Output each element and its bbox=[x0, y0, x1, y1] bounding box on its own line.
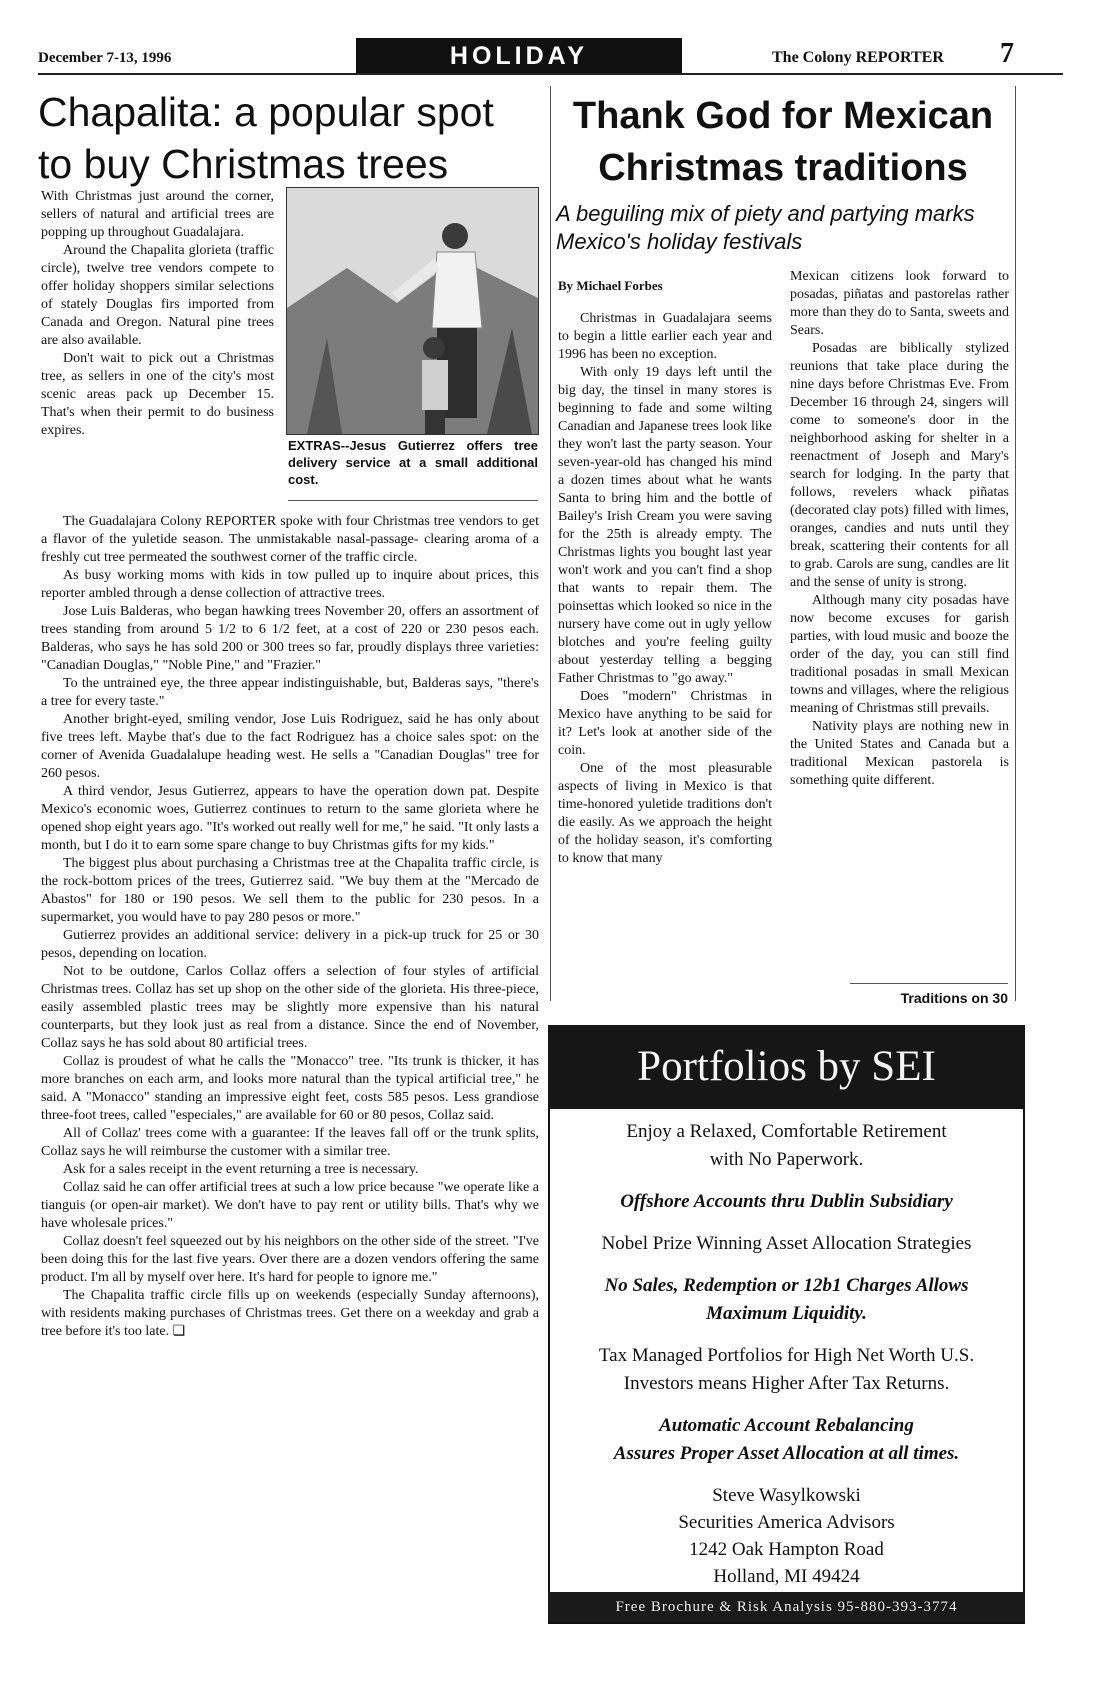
paragraph: To the untrained eye, the three appear indistinguishable, but, Balderas says, "there's a tree for every taste." bbox=[41, 676, 539, 709]
paragraph: Not to be outdone, Carlos Collaz offers a selection of four styles of artificial Christmas trees. Collaz has set up shop on the other side of the glorieta. His three-piece, easily assembled plastic trees may be slightly more expensive than his natural counterparts, but they look just as real from a distance. Since the end of November, Collaz says he has sold about 80 artificial trees. bbox=[41, 964, 539, 1051]
article2-dek: A beguiling mix of piety and partying marks Mexico's holiday festivals bbox=[556, 201, 975, 254]
paragraph: Does "modern" Christmas in Mexico have anything to be said for it? Let's look at another side of the coin. bbox=[558, 689, 772, 758]
section-banner: HOLIDAY bbox=[356, 38, 682, 74]
paragraph: Nativity plays are nothing new in the United States and Canada but a traditional Mexican pastorela is something quite different. bbox=[790, 719, 1009, 788]
paragraph: The biggest plus about purchasing a Christmas tree at the Chapalita traffic circle, is the rock-bottom prices of the trees, Gutierrez said. "We buy them at the "Mercado de Abastos" for 180 or 190 pesos. We sell them to the public for 230 pesos. In a supermarket, you would have to pay 280 pesos or more." bbox=[41, 856, 539, 925]
page-number: 7 bbox=[1000, 38, 1014, 69]
paragraph: Posadas are biblically stylized reunions that take place during the nine days before Christmas Eve. From December 16 through 24, singers will come to someone's door in the neighborhood asking for shelter in a reenactment of Joseph and Mary's search for lodging. In the party that follows, revelers whack piñatas (decorated clay pots) filled with limes, oranges, candies and nuts until they break, scattering their contents for all to grab. Carols are sung, candles are lit and the sense of unity is strong. bbox=[790, 341, 1009, 590]
paragraph: Although many city posadas have now become excuses for garish parties, with loud music and booze the order of the day, you can still find traditional posadas in small Mexican towns and villages, where the religious meaning of Christmas still prevails. bbox=[790, 593, 1009, 716]
ad-footer-phone: Free Brochure & Risk Analysis 95-880-393-3774 bbox=[548, 1592, 1025, 1622]
ad-contact-city: Holland, MI 49424 bbox=[713, 1566, 860, 1587]
ad-contact-street: 1242 Oak Hampton Road bbox=[689, 1539, 884, 1560]
ad-line: Assures Proper Asset Allocation at all times. bbox=[613, 1443, 960, 1464]
ad-line: Enjoy a Relaxed, Comfortable Retirement bbox=[626, 1121, 947, 1142]
caption-rule bbox=[288, 500, 538, 501]
paragraph: The Guadalajara Colony REPORTER spoke with four Christmas tree vendors to get a flavor of the yuletide season. The unmistakable nasal-passage- clearing aroma of a freshly cut tree permeated the southwest corner of the traffic circle. bbox=[41, 514, 539, 565]
ad-line: No Sales, Redemption or 12b1 Charges Allows bbox=[604, 1275, 969, 1296]
masthead-rule bbox=[38, 73, 1063, 75]
paragraph: Jose Luis Balderas, who began hawking trees November 20, offers an assortment of trees standing from around 5 1/2 to 6 1/2 feet, at a cost of 220 or 230 pesos each. Balderas, who says he has sold 200 or 300 trees so far, proudly displays three varieties: "Canadian Douglas," "Noble Pine," and "Frazier." bbox=[41, 604, 539, 673]
article2-column-1 bbox=[558, 310, 772, 868]
paragraph: As busy working moms with kids in tow pulled up to inquire about prices, this reporter ambled through a dense collection of attractive trees. bbox=[41, 568, 539, 601]
ad-line: with No Paperwork. bbox=[709, 1149, 864, 1170]
newspaper-name: The Colony REPORTER bbox=[772, 49, 944, 66]
paragraph: Mexican citizens look forward to posadas, piñatas and pastorelas rather more than they do to Santa, sweets and Sears. bbox=[790, 269, 1009, 338]
paragraph: Collaz doesn't feel squeezed out by his neighbors on the other side of the street. "I've been doing this for the last five years. Over there are a dozen vendors offering the same product. I'm all by myself over here. It's hard for people to ignore me." bbox=[41, 1234, 539, 1285]
paragraph: Don't wait to pick out a Christmas tree, as sellers in one of the city's most scenic areas pack up December 15. That's when their permit to do business expires. bbox=[41, 351, 274, 438]
issue-date: December 7-13, 1996 bbox=[38, 50, 172, 66]
photo-caption: EXTRAS--Jesus Gutierrez offers tree delivery service at a small additional cost. bbox=[288, 438, 538, 487]
vendor-photo bbox=[286, 187, 539, 435]
paragraph: Christmas in Guadalajara seems to begin a little earlier each year and 1996 has been no exception. bbox=[558, 311, 772, 362]
paragraph: All of Collaz' trees come with a guarantee: If the leaves fall off or the trunk splits, Collaz says he will reimburse the customer with a similar tree. bbox=[41, 1126, 539, 1159]
ad-line: Automatic Account Rebalancing bbox=[659, 1415, 914, 1436]
vendor-photo-illustration bbox=[287, 188, 538, 434]
paragraph: Collaz said he can offer artificial trees at such a low price because "we operate like a tianguis (or open-air market). We don't have to pay rent or utility bills. That's why we have wholesale prices." bbox=[41, 1180, 539, 1231]
byline: By Michael Forbes bbox=[558, 278, 663, 293]
paragraph: Another bright-eyed, smiling vendor, Jose Luis Rodriguez, said he has only about five trees left. Maybe that's due to the fact Rodriguez has a choice sales spot: on the corner of Avenida Guadalalupe heading west. He sells a "Canadian Douglas" tree for 260 pesos. bbox=[41, 712, 539, 781]
paragraph: Ask for a sales receipt in the event returning a tree is necessary. bbox=[63, 1162, 419, 1177]
paragraph: One of the most pleasurable aspects of living in Mexico is that time-honored yuletide traditions don't die easily. As we approach the height of the holiday season, it's comforting to know that many bbox=[558, 761, 772, 866]
ad-line: Investors means Higher After Tax Returns. bbox=[623, 1373, 950, 1394]
article2-headline: Thank God for Mexican Christmas traditions bbox=[572, 95, 994, 189]
paragraph: Collaz is proudest of what he calls the "Monacco" tree. "Its trunk is thicker, it has more branches on each arm, and looks more natural than the typical artificial tree," he said. A "Monacco" standing an impressive eight feet, costs 585 pesos. Less grandiose three-foot trees, called "especiales," are available for 60 or 80 pesos, Collaz said. bbox=[41, 1054, 539, 1123]
ad-contact-name: Steve Wasylkowski bbox=[712, 1485, 861, 1506]
article2-column-2 bbox=[790, 268, 1009, 790]
jump-line: Traditions on 30 bbox=[900, 990, 1008, 1006]
ad-title: Portfolios by SEI bbox=[548, 1025, 1025, 1109]
ad-line: Nobel Prize Winning Asset Allocation Strategies bbox=[601, 1233, 972, 1254]
paragraph: Gutierrez provides an additional service: delivery in a pick-up truck for 25 or 30 pesos, depending on location. bbox=[41, 928, 539, 961]
paragraph: The Chapalita traffic circle fills up on weekends (especially Sunday afternoons), with residents making purchases of Christmas trees. Get there on a weekday and grab a tree before it's too late. ❏ bbox=[41, 1288, 539, 1339]
paragraph: With only 19 days left until the big day, the tinsel in many stores is beginning to fade and some wilting Canadian and Japanese trees look like they won't last the party season. Your seven-year-old has changed his mind a dozen times about what he wants Santa to bring him and the bottle of Bailey's Irish Cream you were saving for the 25th is already empty. The Christmas lights you bought last year won't work and you can't find a shop that wants to repair them. The poinsettas which looked so nice in the nursery have come out in ugly yellow blotches and you're feeling guilty about yesterday telling a begging Father Christmas to "go away." bbox=[558, 365, 772, 686]
paragraph: With Christmas just around the corner, sellers of natural and artificial trees are popping up throughout Guadalajara. bbox=[41, 189, 274, 240]
article1-body bbox=[41, 513, 539, 1341]
jump-rule bbox=[850, 983, 1008, 984]
paragraph: Around the Chapalita glorieta (traffic circle), twelve tree vendors compete to offer holiday shoppers similar selections of stately Douglas firs imported from Canada and Oregon. Natural pine trees are also available. bbox=[41, 243, 274, 348]
ad-line: Offshore Accounts thru Dublin Subsidiary bbox=[620, 1191, 953, 1212]
ad-contact-company: Securities America Advisors bbox=[678, 1512, 895, 1533]
paragraph: A third vendor, Jesus Gutierrez, appears to have the operation down pat. Despite Mexico's economic woes, Gutierrez continues to return to the same glorieta where he opened shop eight years ago. "It's worked out really well for me," he said. "It only lasts a month, but I do it to earn some spare change to buy Christmas gifts for my kids." bbox=[41, 784, 539, 853]
article1-intro bbox=[41, 188, 274, 440]
article1-headline: Chapalita: a popular spot to buy Christmas trees bbox=[38, 89, 494, 187]
ad-line: Tax Managed Portfolios for High Net Worth U.S. bbox=[598, 1345, 975, 1366]
ad-line: Maximum Liquidity. bbox=[706, 1303, 867, 1324]
